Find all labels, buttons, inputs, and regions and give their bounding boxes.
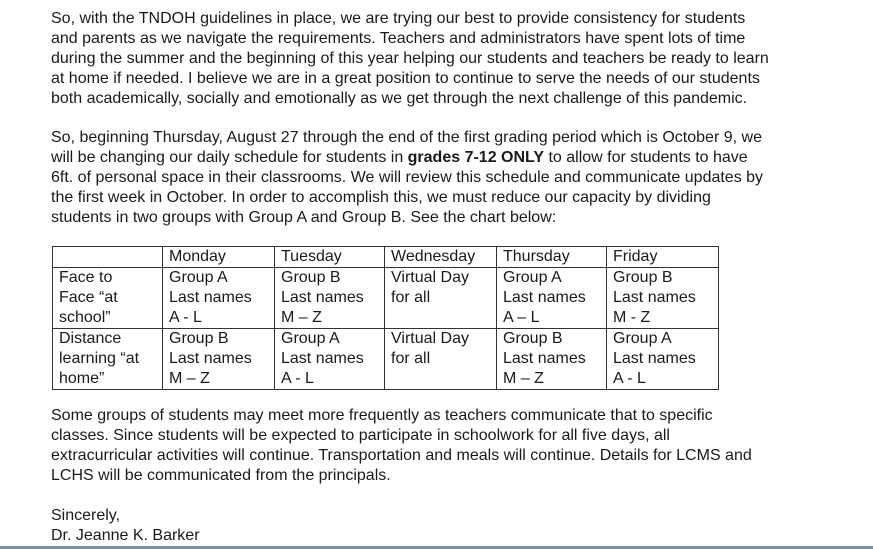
table-cell-monday: Group A Last names A - L <box>163 268 275 329</box>
header-cell-friday: Friday <box>607 247 719 268</box>
letter-closing <box>51 506 200 546</box>
text-line: classes. Since students will be expected to participate in schoolwork for all five days, all <box>51 427 670 444</box>
table-header-row <box>53 247 719 268</box>
text-line: the first week in October. In order to accomplish this, we must reduce our capacity by dividing <box>51 189 711 206</box>
header-cell-monday: Monday <box>163 247 275 268</box>
salutation: Sincerely, <box>51 507 121 524</box>
schedule-table <box>52 246 719 390</box>
row-label-face-to-face: Face to Face “at school” <box>53 268 163 329</box>
text-segment: will be changing our daily schedule for students in <box>51 149 408 166</box>
table-cell-thursday: Group A Last names A – L <box>497 268 607 329</box>
header-cell-empty <box>53 247 163 268</box>
text-line: extracurricular activities will continue. Transportation and meals will continue. Details for LCMS and <box>51 447 752 464</box>
paragraph-guidelines <box>51 9 769 109</box>
table-cell-wednesday: Virtual Day for all <box>385 329 497 390</box>
paragraph-schedule-change <box>51 128 763 228</box>
text-line: at home if needed. I believe we are in a great position to continue to serve the needs of our students <box>51 70 760 87</box>
text-line: both academically, socially and emotionally as we get through the next challenge of this pandemic. <box>51 90 748 107</box>
header-cell-thursday: Thursday <box>497 247 607 268</box>
text-line <box>51 148 763 168</box>
table-cell-wednesday: Virtual Day for all <box>385 268 497 329</box>
table-cell-tuesday: Group A Last names A - L <box>275 329 385 390</box>
signer-name: Dr. Jeanne K. Barker <box>51 527 200 544</box>
table-cell-friday: Group B Last names M - Z <box>607 268 719 329</box>
text-line: Some groups of students may meet more frequently as teachers communicate that to specific <box>51 407 713 424</box>
table-row-face-to-face <box>53 268 719 329</box>
table-cell-thursday: Group B Last names M – Z <box>497 329 607 390</box>
text-line: 6ft. of personal space in their classrooms. We will review this schedule and communicate updates by <box>51 169 764 186</box>
header-cell-wednesday: Wednesday <box>385 247 497 268</box>
text-line: students in two groups with Group A and Group B. See the chart below: <box>51 209 557 226</box>
text-line: So, with the TNDOH guidelines in place, we are trying our best to provide consistency for students <box>51 10 746 27</box>
text-line: So, beginning Thursday, August 27 through the end of the first grading period which is October 9, we <box>51 129 762 146</box>
paragraph-activities <box>51 406 752 486</box>
grades-emphasis: grades 7-12 ONLY <box>407 149 545 166</box>
text-line: LCHS will be communicated from the principals. <box>51 467 391 484</box>
text-line: and parents as we navigate the requirements. Teachers and administrators have spent lots of time <box>51 30 746 47</box>
text-line: during the summer and the beginning of this year helping our students and teachers be ready to learn <box>51 50 769 67</box>
row-label-distance-learning: Distance learning “at home” <box>53 329 163 390</box>
table-cell-monday: Group B Last names M – Z <box>163 329 275 390</box>
text-segment: to allow for students to have <box>544 149 748 166</box>
header-cell-tuesday: Tuesday <box>275 247 385 268</box>
table-row-distance-learning <box>53 329 719 390</box>
table-cell-tuesday: Group B Last names M – Z <box>275 268 385 329</box>
table-cell-friday: Group A Last names A - L <box>607 329 719 390</box>
